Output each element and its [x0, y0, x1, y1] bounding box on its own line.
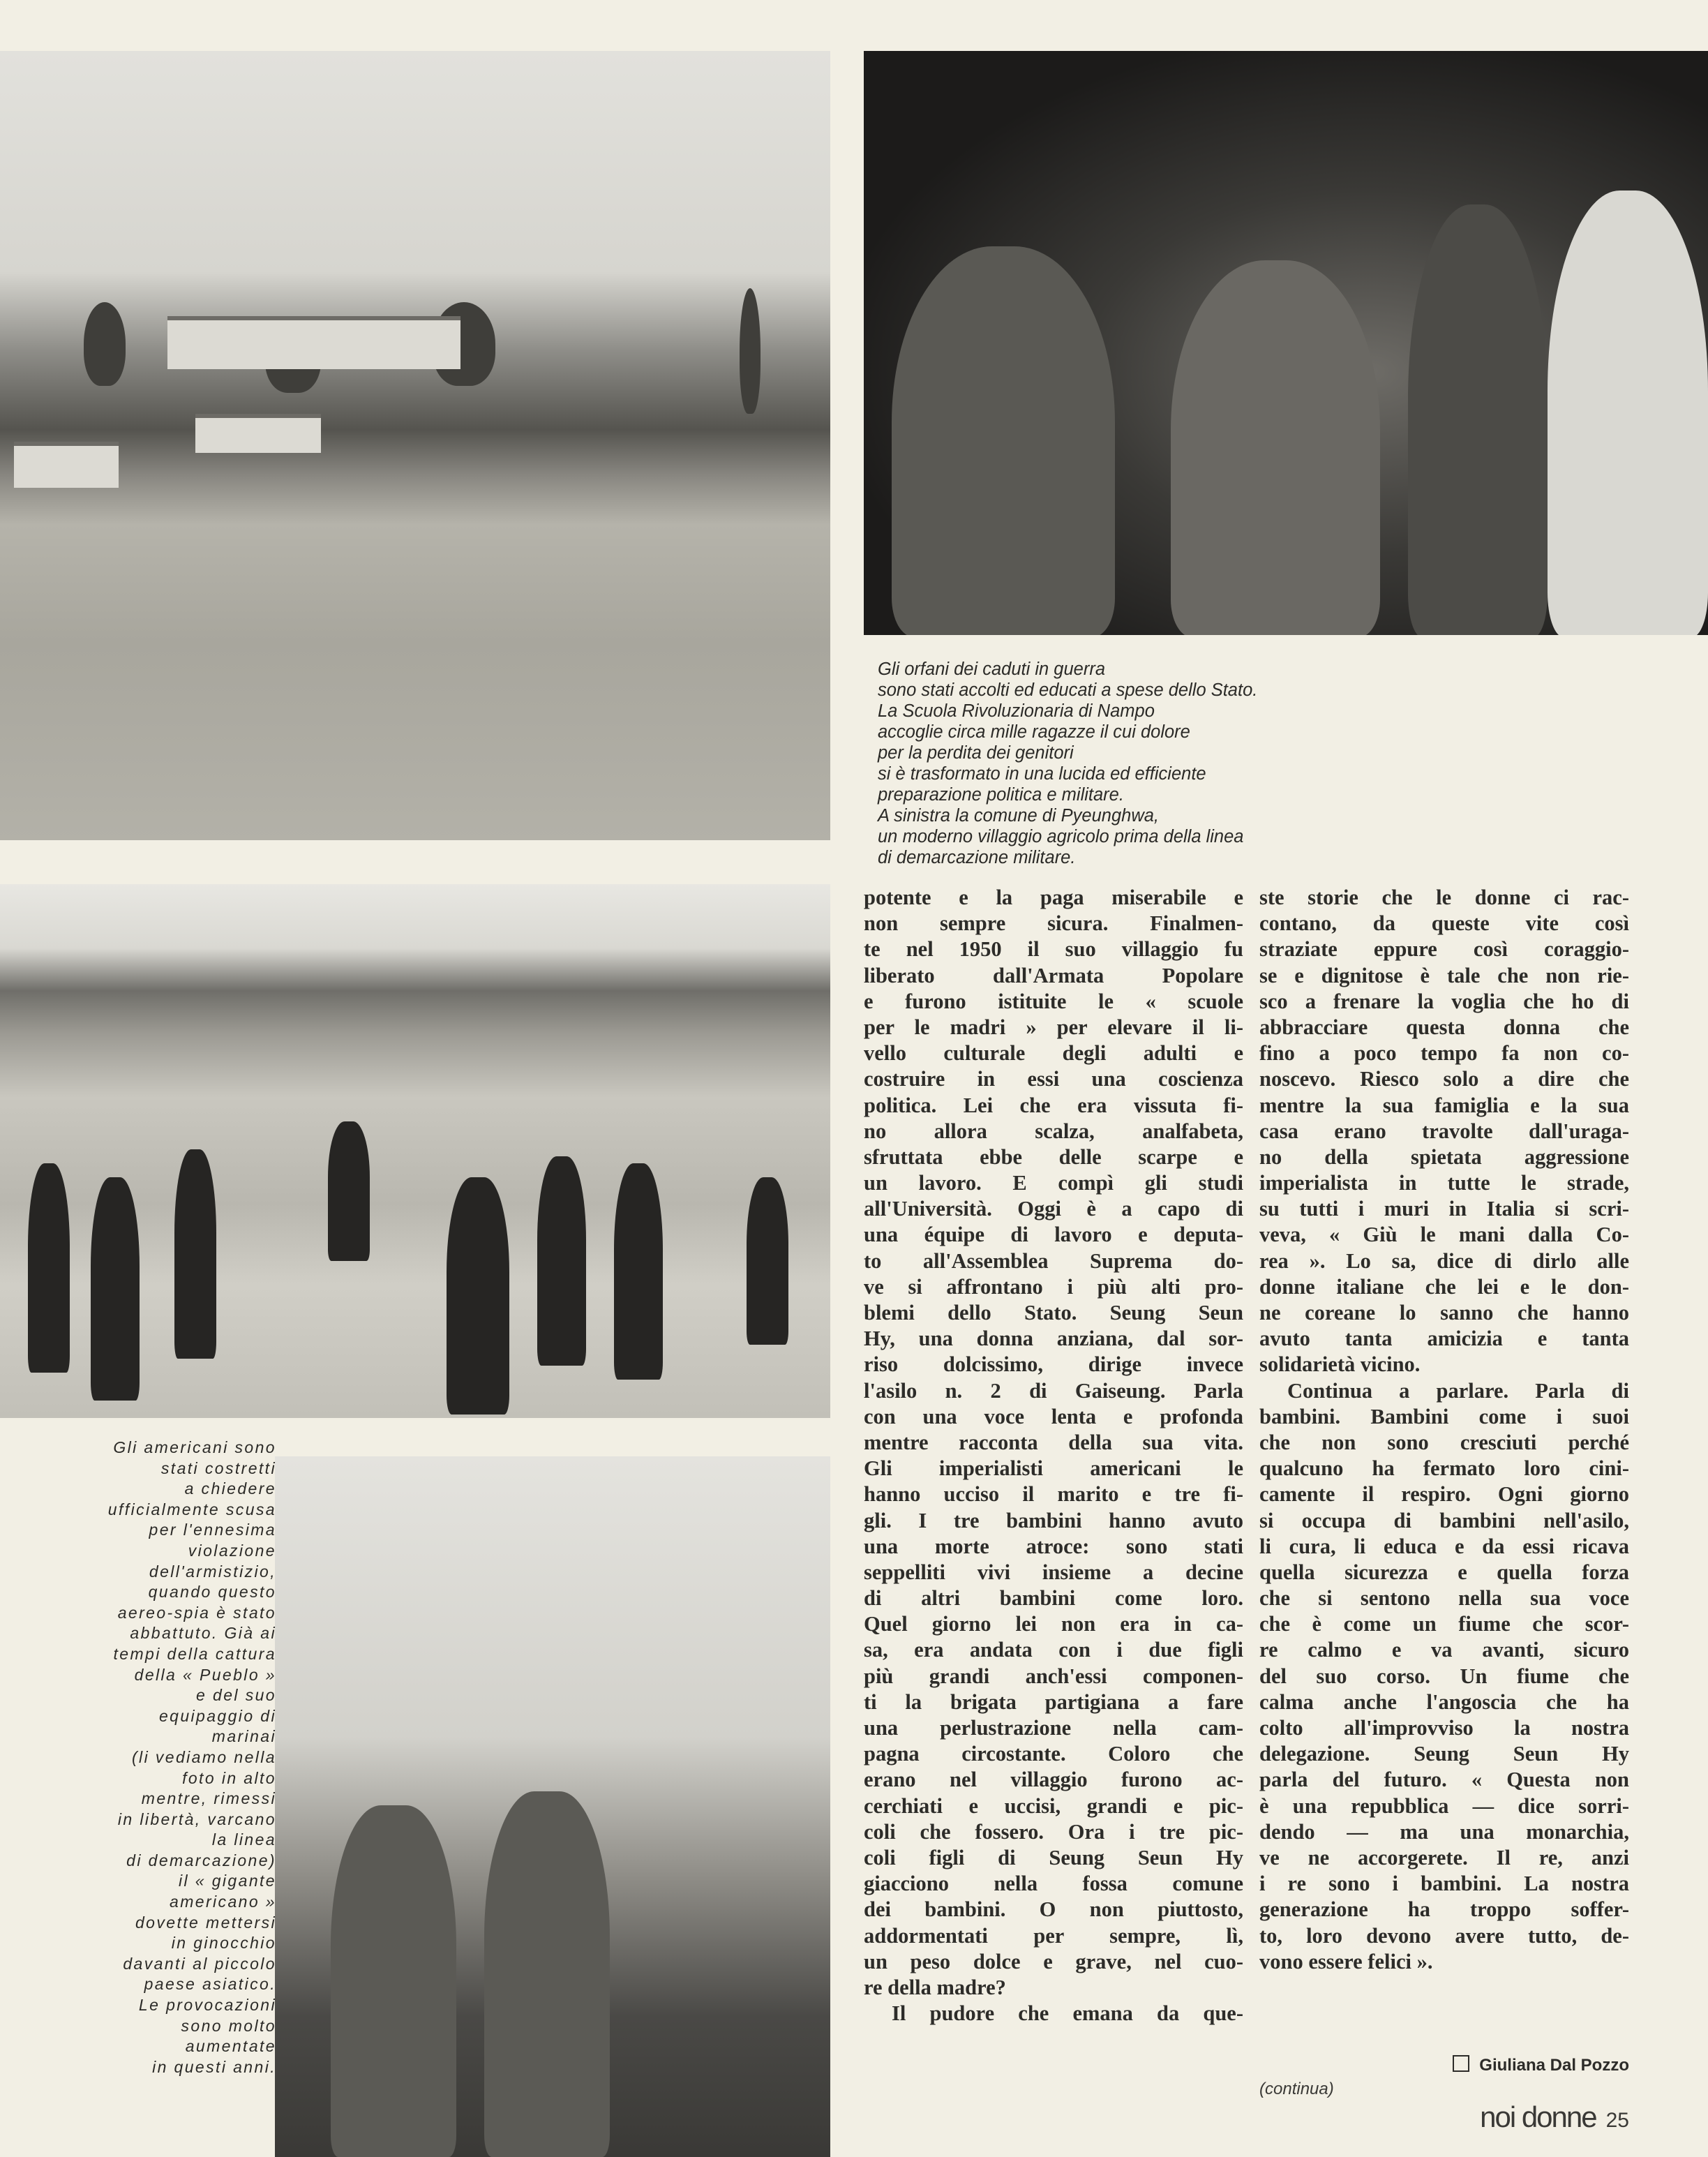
- caption-line: in ginocchio: [171, 1934, 276, 1953]
- author-name: Giuliana Dal Pozzo: [1479, 2056, 1629, 2075]
- article-text-line: non sempre sicura. Finalmen-: [864, 911, 1243, 936]
- article-text-line: potente e la paga miserabile e: [864, 886, 1243, 909]
- article-text-line: politica. Lei che era vissuta fi-: [864, 1093, 1243, 1117]
- article-text-line: una morte atroce: sono stati: [864, 1534, 1243, 1558]
- article-text-line: su tutti i muri in Italia si scri-: [1259, 1197, 1629, 1221]
- caption-line: A sinistra la comune di Pyeunghwa,: [878, 806, 1160, 826]
- article-text-line: Continua a parlare. Parla di: [1287, 1378, 1629, 1403]
- article-text-line: camente il respiro. Ogni giorno: [1259, 1482, 1629, 1507]
- article-text-line: casa erano travolte dall'uraga-: [1259, 1119, 1629, 1143]
- article-text-line: re calmo e va avanti, sicuro: [1259, 1638, 1629, 1662]
- caption-line: stati costretti: [160, 1458, 276, 1477]
- article-text-line: con una voce lenta e profonda: [864, 1404, 1243, 1428]
- caption-line: preparazione politica e militare.: [878, 785, 1124, 805]
- caption-line: di demarcazione militare.: [878, 848, 1076, 867]
- article-text-line: Il pudore che emana da que-: [892, 2001, 1243, 2026]
- article-text-line: che non sono cresciuti perché: [1259, 1430, 1629, 1454]
- article-text-line: che è come un fiume che scor-: [1259, 1612, 1629, 1636]
- caption-line: Gli americani sono: [113, 1438, 276, 1456]
- article-text-line: del suo corso. Un fiume che: [1259, 1664, 1629, 1688]
- photo-caption-americans: [67, 1438, 276, 2077]
- caption-line: per l'ennesima: [149, 1521, 276, 1539]
- article-text-line: per le madri » per elevare il li-: [864, 1015, 1243, 1039]
- article-text-line: quella sicurezza e quella forza: [1259, 1560, 1629, 1584]
- article-text-line: gli. I tre bambini hanno avuto: [864, 1508, 1243, 1532]
- caption-line: un moderno villaggio agricolo prima della linea: [878, 827, 1244, 846]
- article-text-line: un lavoro. E compì gli studi: [864, 1171, 1243, 1195]
- page-footer: [1416, 2100, 1629, 2134]
- caption-line: sono molto: [181, 2016, 276, 2035]
- photo-village-pyeunghwa: [0, 51, 830, 840]
- caption-line: aereo-spia è stato: [117, 1603, 276, 1622]
- photo-orphan-girls-school: [864, 51, 1708, 635]
- article-text-line: generazione ha troppo soffer-: [1259, 1897, 1629, 1922]
- author-signature: [1256, 2055, 1629, 2075]
- article-text-line: avuto tanta amicizia e tanta: [1259, 1327, 1629, 1351]
- article-text-line: qualcuno ha fermato loro cini-: [1259, 1456, 1629, 1481]
- article-text-line: se e dignitose è tale che non rie-: [1259, 963, 1629, 987]
- caption-line: Gli orfani dei caduti in guerra: [878, 659, 1106, 679]
- page-number: 25: [1605, 2109, 1629, 2132]
- photo-pueblo-crew-demarcation-line: [0, 884, 830, 1418]
- end-mark-square-icon: [1453, 2055, 1469, 2072]
- caption-line: aumentate: [185, 2037, 276, 2056]
- caption-line: marinai: [211, 1727, 276, 1746]
- article-text-line: mentre racconta della sua vita.: [864, 1430, 1243, 1454]
- article-text-line: li cura, li educa e da essi ricava: [1259, 1534, 1629, 1558]
- article-text-line: ste storie che le donne ci rac-: [1259, 886, 1629, 909]
- article-text-line: straziate eppure così coraggio-: [1259, 937, 1629, 962]
- article-text-line: noscevo. Riesco solo a dire che: [1259, 1067, 1629, 1091]
- article-text-line: dendo — ma una monarchia,: [1259, 1819, 1629, 1844]
- caption-line: Le provocazioni: [138, 1996, 276, 2015]
- article-text-line: bambini. Bambini come i suoi: [1259, 1404, 1629, 1428]
- caption-line: della « Pueblo »: [134, 1665, 276, 1684]
- article-text-line: sa, era andata con i due figli: [864, 1638, 1243, 1662]
- article-text-line: sco a frenare la voglia che ho di: [1259, 989, 1629, 1013]
- article-text-line: un peso dolce e grave, nel cuo-: [864, 1949, 1243, 1973]
- article-text-line: veva, « Giù le mani dalla Co-: [1259, 1223, 1629, 1247]
- continued-note: (continua): [1259, 2080, 1334, 2098]
- article-text-line: l'asilo n. 2 di Gaiseung. Parla: [864, 1378, 1243, 1403]
- caption-line: equipaggio di: [158, 1706, 276, 1725]
- article-column-1: [864, 885, 1243, 2027]
- photo-caption-orphans: [878, 659, 1366, 868]
- article-text-line: è una repubblica — dice sorri-: [1259, 1793, 1629, 1818]
- article-text-line: to all'Assemblea Suprema do-: [864, 1248, 1243, 1273]
- article-text-line: blemi dello Stato. Seung Seun: [864, 1301, 1243, 1324]
- article-text-line: liberato dall'Armata Popolare: [864, 963, 1243, 987]
- article-text-line: ve si affrontano i più alti pro-: [864, 1274, 1243, 1299]
- caption-line: dell'armistizio,: [149, 1562, 276, 1581]
- article-text-line: Hy, una donna anziana, dal sor-: [864, 1327, 1243, 1351]
- article-text-line: una perlustrazione nella cam-: [864, 1716, 1243, 1740]
- caption-line: sono stati accolti ed educati a spese dello Stato.: [878, 680, 1258, 700]
- article-text-line: ne coreane lo sanno che hanno: [1259, 1301, 1629, 1324]
- article-text-line: giacciono nella fossa comune: [864, 1872, 1243, 1896]
- article-text-line: no allora scalza, analfabeta,: [864, 1119, 1243, 1143]
- article-text-line: e furono istituite le « scuole: [864, 989, 1243, 1013]
- article-text-line: pagna circostante. Coloro che: [864, 1742, 1243, 1766]
- caption-line: per la perdita dei genitori: [878, 743, 1074, 763]
- caption-line: mentre, rimessi: [141, 1789, 276, 1808]
- article-text-line: costruire in essi una coscienza: [864, 1067, 1243, 1091]
- article-text-line: vello culturale degli adulti e: [864, 1041, 1243, 1066]
- caption-line: di demarcazione): [126, 1851, 276, 1869]
- caption-line: il « gigante: [178, 1872, 276, 1890]
- caption-line: la linea: [211, 1830, 276, 1849]
- article-text-line: ti la brigata partigiana a fare: [864, 1689, 1243, 1714]
- article-text-line: una équipe di lavoro e deputa-: [864, 1223, 1243, 1247]
- article-text-line: coli figli di Seung Seun Hy: [864, 1845, 1243, 1869]
- article-text-line: delegazione. Seung Seun Hy: [1259, 1742, 1629, 1766]
- article-text-line: fino a poco tempo fa non co-: [1259, 1041, 1629, 1066]
- article-text-line: hanno ucciso il marito e tre fi-: [864, 1482, 1243, 1507]
- article-text-line: di altri bambini come loro.: [864, 1586, 1243, 1611]
- article-text-line: rea ». Lo sa, dice di dirlo alle: [1259, 1248, 1629, 1273]
- photo-helicopter-pilots: [275, 1456, 830, 2157]
- caption-line: dovette mettersi: [135, 1913, 276, 1932]
- article-column-2: [1259, 885, 1629, 1975]
- article-text-line: mentre la sua famiglia e la sua: [1259, 1093, 1629, 1117]
- article-text-line: che si sentono nella sua voce: [1259, 1586, 1629, 1611]
- article-text-line: contano, da queste vite così: [1259, 911, 1629, 936]
- article-text-line: all'Università. Oggi è a capo di: [864, 1197, 1243, 1221]
- caption-line: abbattuto. Già ai: [130, 1624, 276, 1643]
- article-text-line: solidarietà vicino.: [1259, 1352, 1421, 1377]
- article-text-line: dei bambini. O non piuttosto,: [864, 1897, 1243, 1922]
- article-text-line: riso dolcissimo, dirige invece: [864, 1352, 1243, 1377]
- caption-line: davanti al piccolo: [123, 1954, 276, 1973]
- caption-line: a chiedere: [184, 1479, 276, 1498]
- article-text-line: Quel giorno lei non era in ca-: [864, 1612, 1243, 1636]
- caption-line: violazione: [188, 1541, 276, 1560]
- caption-line: in questi anni.: [152, 2057, 276, 2076]
- article-text-line: imperialista in tutte le strade,: [1259, 1171, 1629, 1195]
- article-text-line: coli che fossero. Ora i tre pic-: [864, 1819, 1243, 1844]
- article-text-line: colto all'improvviso la nostra: [1259, 1716, 1629, 1740]
- article-text-line: si occupa di bambini nell'asilo,: [1259, 1508, 1629, 1532]
- article-text-line: ve ne accorgerete. Il re, anzi: [1259, 1845, 1629, 1869]
- article-text-line: parla del futuro. « Questa non: [1259, 1768, 1629, 1792]
- caption-line: si è trasformato in una lucida ed efficiente: [878, 764, 1206, 784]
- article-text-line: donne italiane che lei e le don-: [1259, 1274, 1629, 1299]
- caption-line: La Scuola Rivoluzionaria di Nampo: [878, 701, 1155, 721]
- article-text-line: Gli imperialisti americani le: [864, 1456, 1243, 1481]
- article-text-line: cerchiati e uccisi, grandi e pic-: [864, 1793, 1243, 1818]
- caption-line: paese asiatico.: [144, 1975, 276, 1994]
- caption-line: (li vediamo nella: [132, 1747, 276, 1766]
- article-text-line: più grandi anch'essi componen-: [864, 1664, 1243, 1688]
- article-text-line: to, loro devono avere tutto, de-: [1259, 1923, 1629, 1948]
- caption-line: ufficialmente scusa: [107, 1500, 276, 1518]
- article-text-line: abbracciare questa donna che: [1259, 1015, 1629, 1039]
- article-text-line: addormentati per sempre, lì,: [864, 1923, 1243, 1948]
- magazine-name: noi donne: [1480, 2100, 1596, 2133]
- caption-line: foto in alto: [182, 1768, 276, 1787]
- article-text-line: calma anche l'angoscia che ha: [1259, 1689, 1629, 1714]
- article-text-line: re della madre?: [864, 1975, 1006, 1999]
- caption-line: e del suo: [196, 1686, 276, 1705]
- article-text-line: erano nel villaggio furono ac-: [864, 1768, 1243, 1792]
- caption-line: accoglie circa mille ragazze il cui dolore: [878, 722, 1190, 742]
- article-text-line: te nel 1950 il suo villaggio fu: [864, 937, 1243, 962]
- article-text-line: vono essere felici ».: [1259, 1949, 1433, 1973]
- article-text-line: no della spietata aggressione: [1259, 1144, 1629, 1169]
- article-text-line: seppelliti vivi insieme a decine: [864, 1560, 1243, 1584]
- article-text-line: sfruttata ebbe delle scarpe e: [864, 1144, 1243, 1169]
- caption-line: in libertà, varcano: [117, 1809, 276, 1828]
- caption-line: tempi della cattura: [113, 1644, 276, 1663]
- caption-line: americano »: [170, 1893, 276, 1911]
- article-text-line: i re sono i bambini. La nostra: [1259, 1872, 1629, 1896]
- caption-line: quando questo: [148, 1583, 276, 1602]
